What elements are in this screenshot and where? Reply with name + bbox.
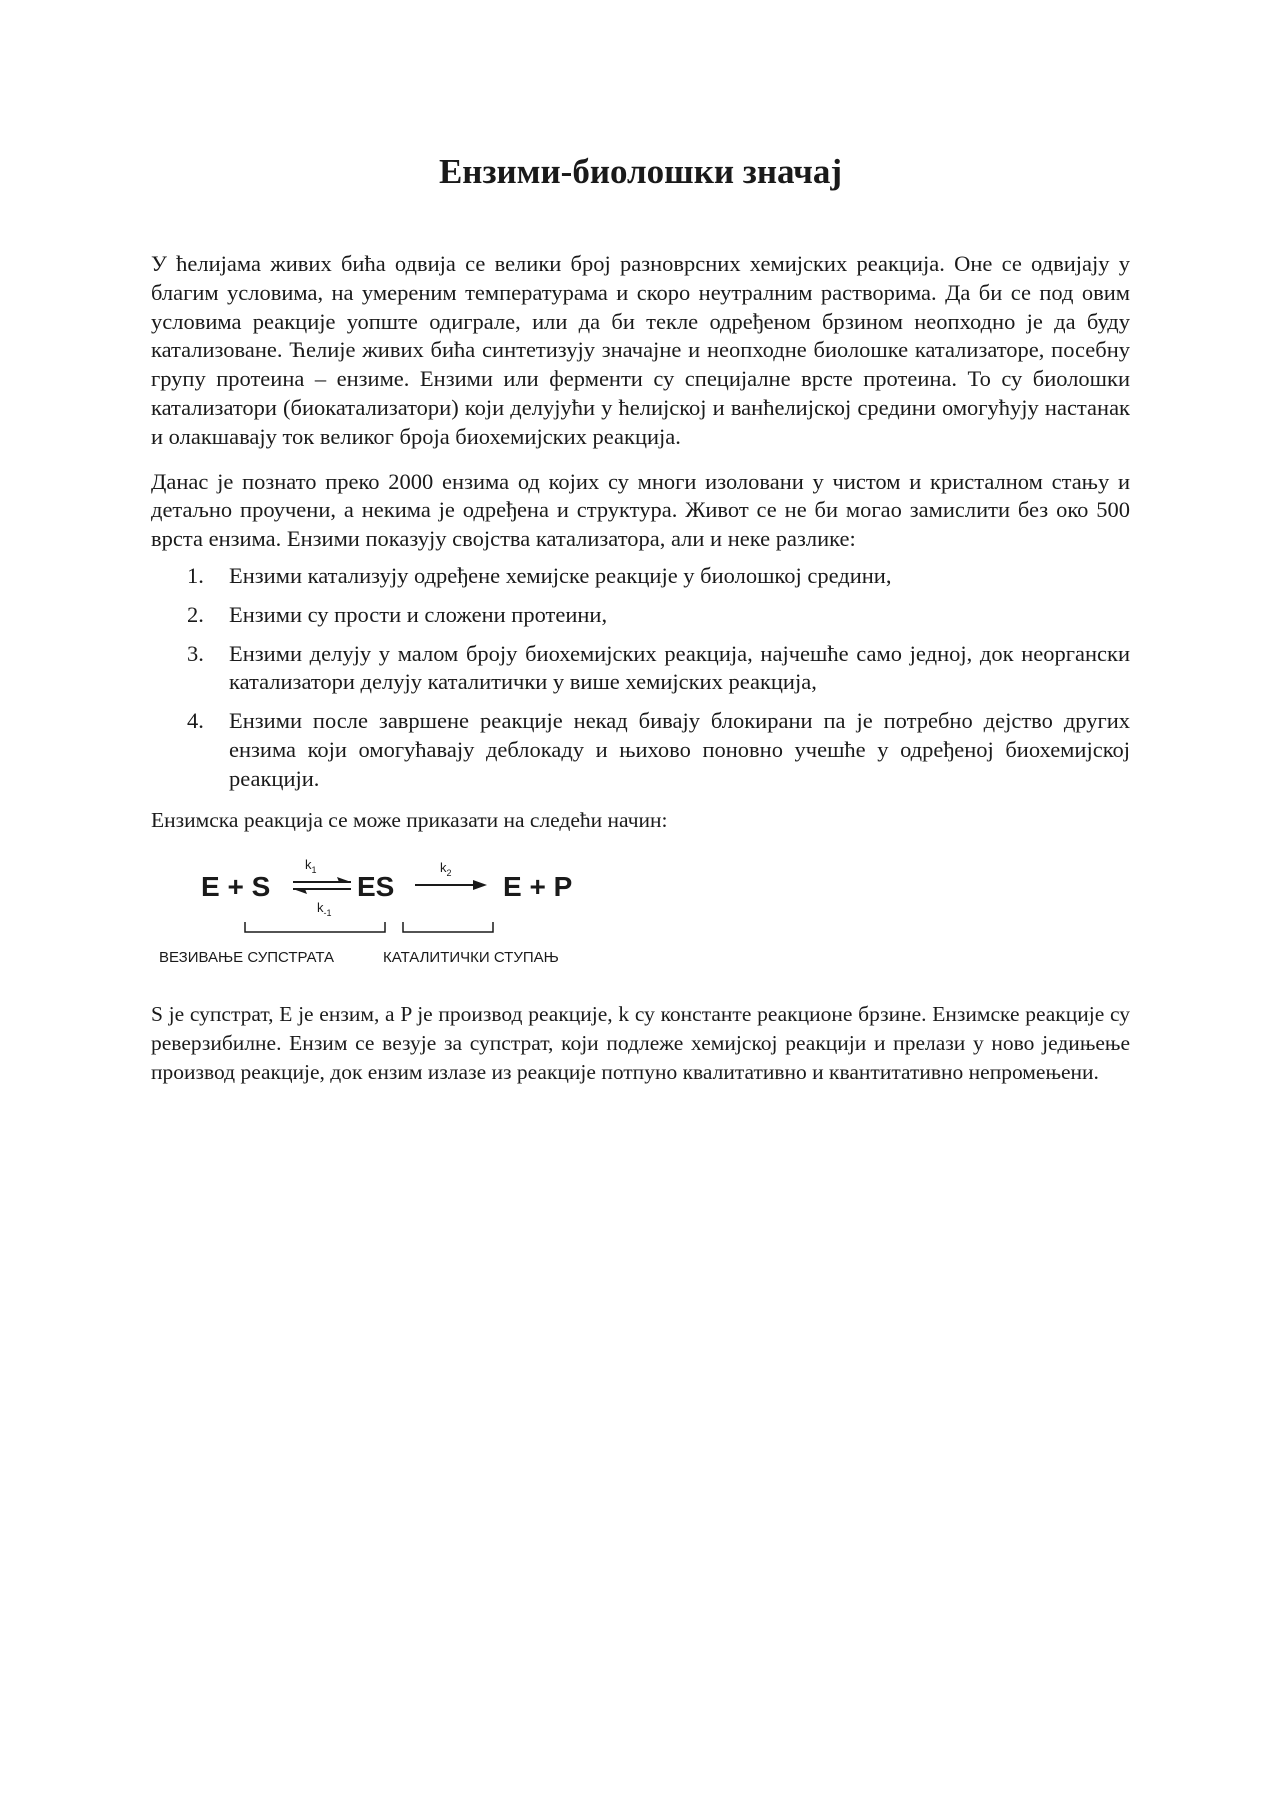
k1-label [305,857,317,875]
list-item [151,601,1130,630]
k-minus1-label [317,900,332,918]
complex-label: ES [357,871,395,903]
list-number: 2. [187,601,204,627]
catalytic-step-label: КАТАЛИТИЧКИ СТУПАЊ [383,949,559,967]
list-number: 1. [187,562,204,588]
k1-letter: k [305,857,312,873]
enzyme-reaction-scheme [157,856,617,970]
list-number: 4. [187,708,204,734]
list-text: Ензими после завршене реакције некад бивају блокирани па је потребно дејство других ензима који омогућавају деблокаду и њихово поновно учешће у одређеној биохемијској реакцији. [229,708,1130,791]
k-minus1-letter: k [317,900,324,916]
list-item [151,640,1130,698]
k2-letter: k [440,860,447,876]
document-page [151,150,1130,1103]
scheme-intro: Ензимска реакција се може приказати на следећи начин: [151,807,668,832]
catalytic-arrow-head [473,880,487,890]
paragraph-enzymes-known: Данас је познато преко 2000 ензима од којих су многи изоловани у чистом и кристалном стању и детаљно проучени, а некима је одређена и структура. Живот се не би могао замислити без око 500 врста ензима. Ензими показују својства катализатора, али и неке разлике: [151,468,1130,552]
binding-bracket [245,922,385,932]
list-number: 3. [187,640,204,666]
binding-step-label: ВЕЗИВАЊЕ СУПСТРАТА [159,949,335,967]
products-label: E + P [503,871,573,903]
k2-subscript: 2 [446,868,452,879]
k1-subscript: 1 [311,865,317,876]
list-text: Ензими катализују одређене хемијске реакције у биолошкој средини, [229,562,892,588]
catalytic-bracket [403,922,493,932]
list-text: Ензими су прости и сложени протеини, [229,601,608,627]
list-text: Ензими делују у малом броју биохемијских реакција, најчешће само једној, док неоргански катализатори делују каталитички у више хемијских реакција, [229,640,1130,695]
reverse-arrow-head [293,889,307,894]
list-item [151,707,1130,793]
differences-list [151,562,1130,794]
paragraph-intro: У ћелијама живих бића одвија се велики број разноврсних хемијских реакција. Оне се одвијају у благим условима, на умереним температурама и скоро неутралним растворима. Да би се под овим условима реакције уопште одиграле, или да би текле одређеном брзином неопходно је да буду катализоване. Ћелије живих бића синтетизују значајне и неопходне биолошке катализаторе, посебну групу протеина – ензиме. Ензими или ферменти су специјалне врсте протеина. То су биолошки катализатори (биокатализатори) који делујући у ћелијској и ванћелијској средини омогућују настанак и олакшавају ток великог броја биохемијских реакција. [151,251,1130,449]
k-minus1-subscript: -1 [323,908,332,919]
reactants-label: E + S [201,871,271,903]
paragraph-closing: S је супстрат, Е је ензим, а P је производ реакције, k су константе реакционе брзине. Ензимске реакције су реверзибилне. Ензим се везује за супстрат, који подлеже хемијској реакцији и прелази у ново једињење производ реакције, док ензим излазе из реакције потпуно квалитативно и квантитативно непромењени. [151,1002,1130,1085]
list-item [151,562,1130,591]
forward-arrow-head [337,877,351,882]
k2-label [440,860,452,878]
page-title: Ензими-биолошки значај [438,152,843,191]
